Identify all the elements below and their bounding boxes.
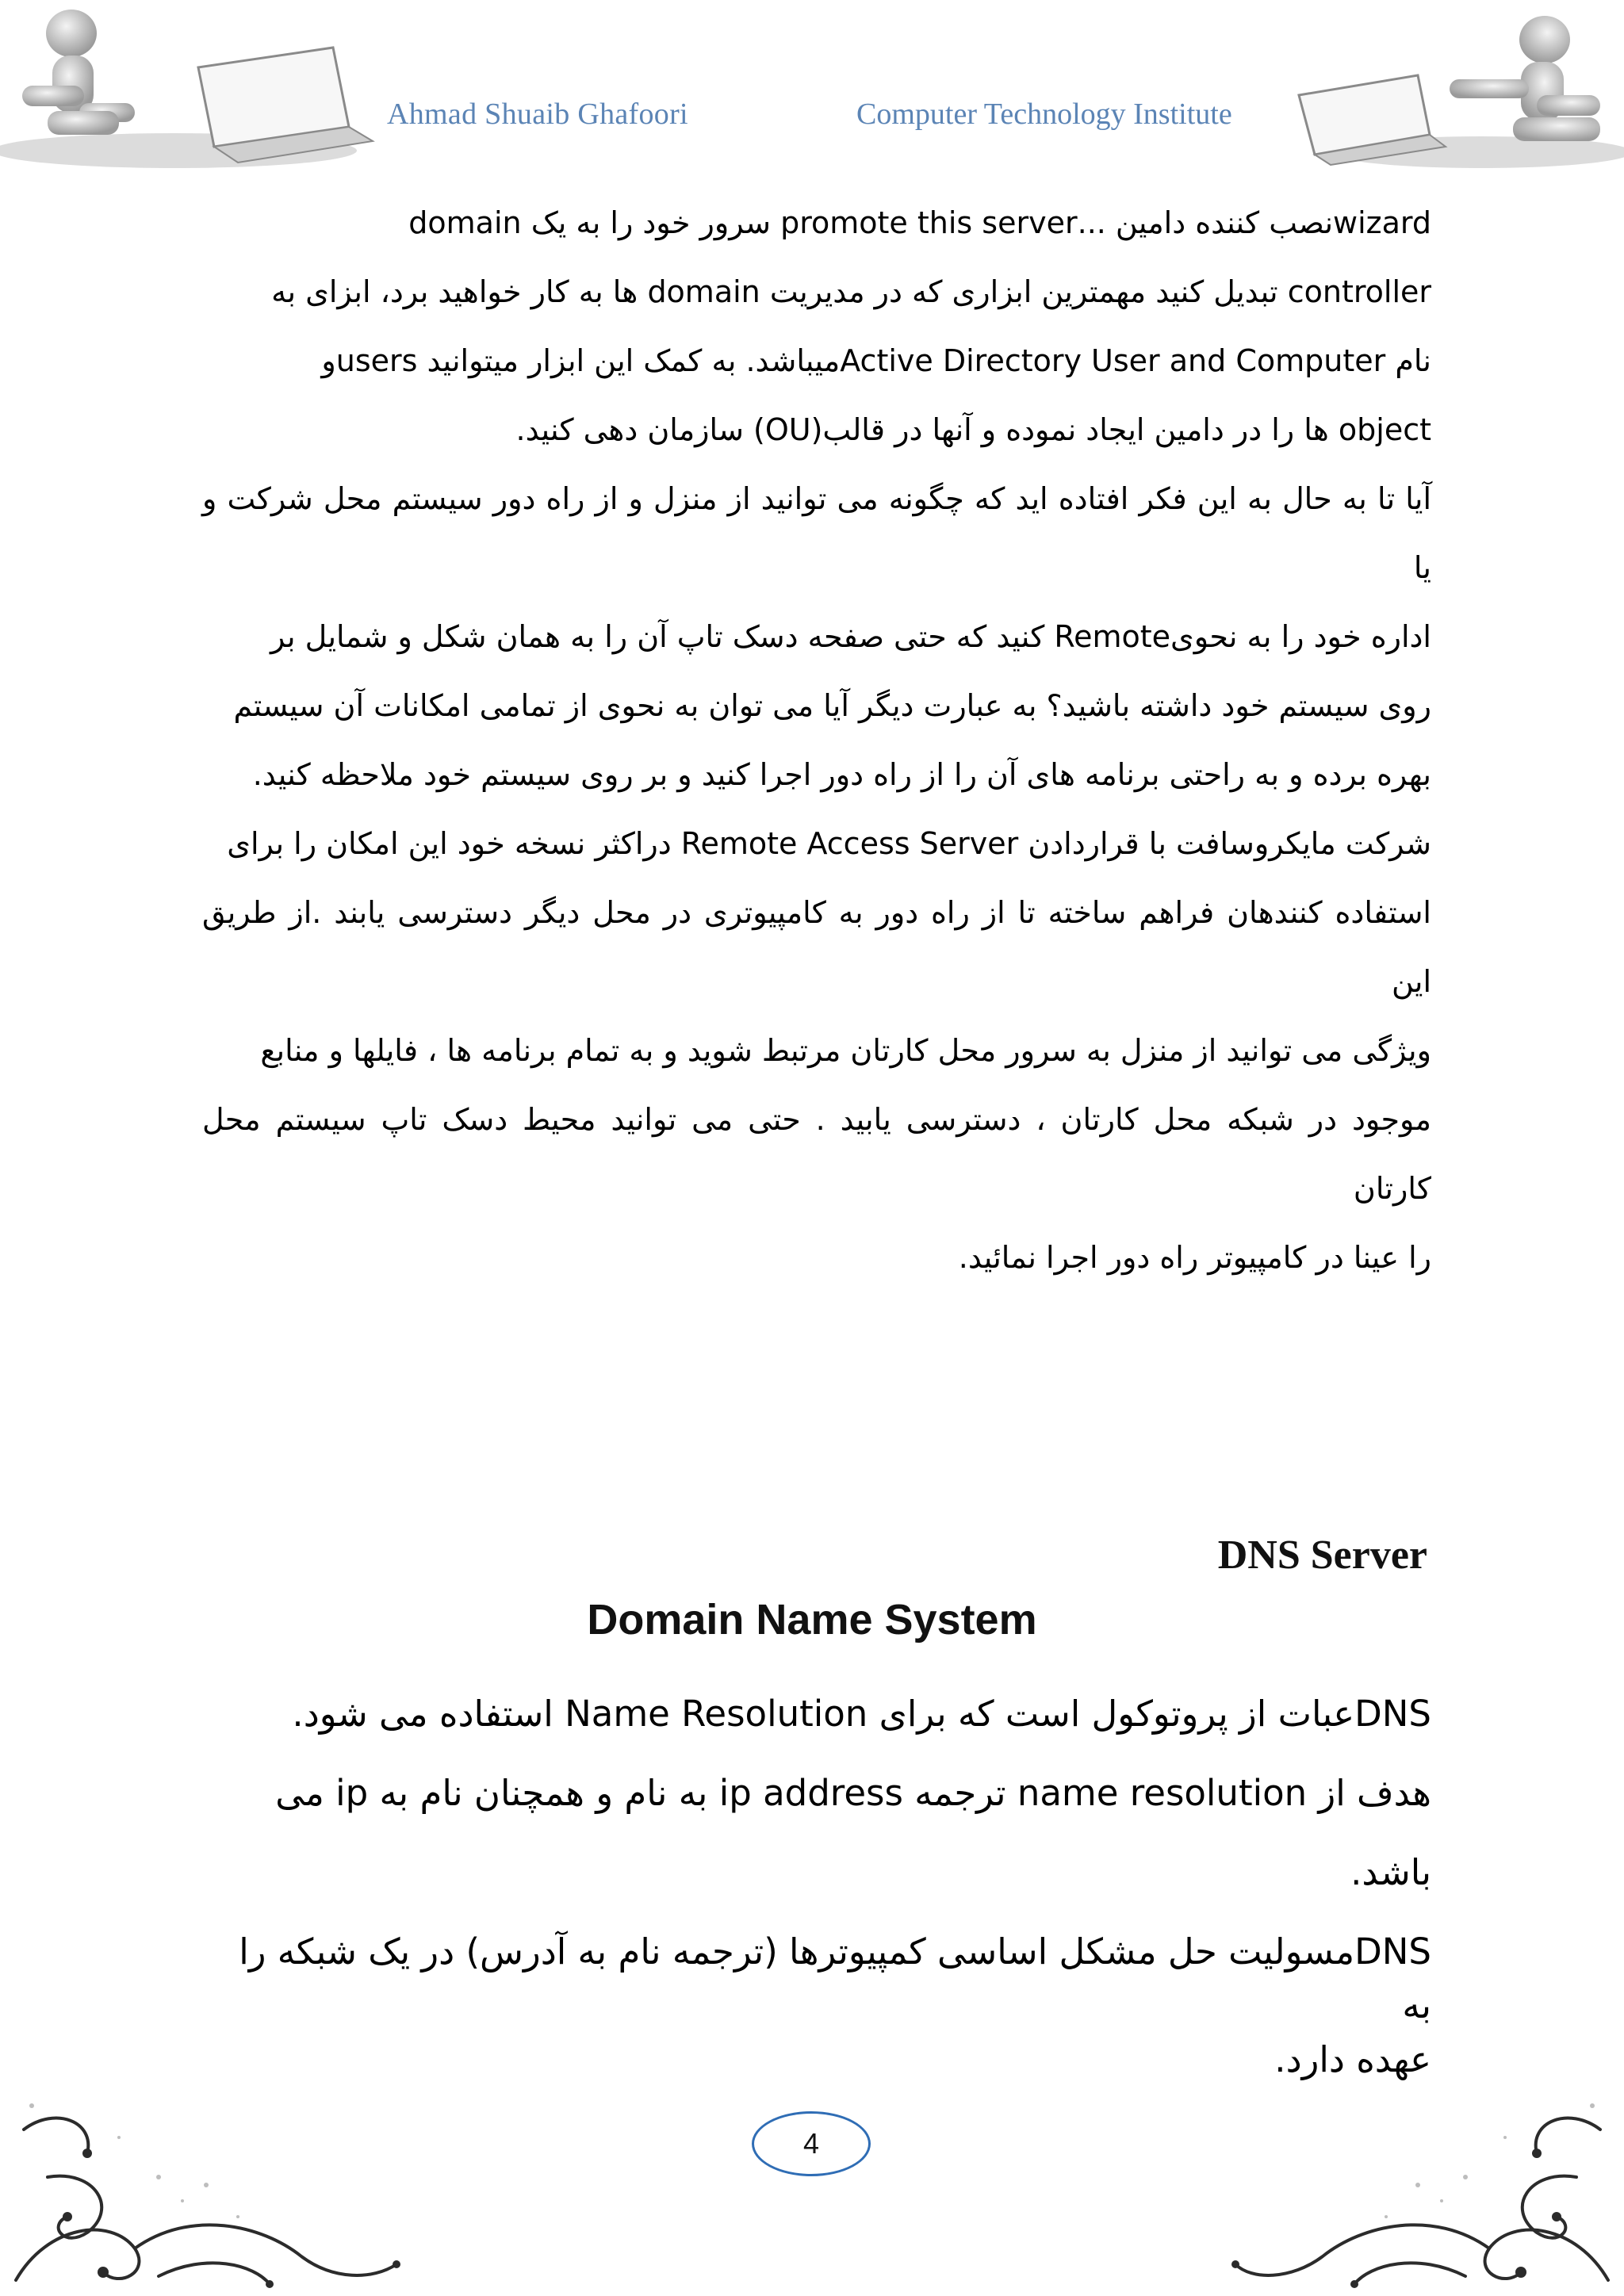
- body-line: موجود در شبکه محل کارتان ، دسترسی یابید . حتی می توانید محیط دسک تاپ سیستم محل کارتان: [202, 1102, 1431, 1206]
- body-line: آیا تا به حال به این فکر افتاده اید که چگونه می توانید از منزل و از راه دور سیستم محل شرکت و یا: [202, 481, 1431, 585]
- body-line: استفاده کنندهان فراهم ساخته تا از راه دور به کامپیوتری در محل دیگر دسترسی یابند .از طریق این: [202, 895, 1431, 999]
- body-line: اداره خود را به نحویRemote کنید که حتی صفحه دسک تاپ آن را به همان شکل و شمایل بر: [270, 619, 1431, 654]
- body-line: شرکت مایکروسافت با قراردادن Remote Access Server دراکثر نسخه خود این امکان را برای: [227, 826, 1431, 861]
- page-number-text: 4: [802, 2127, 820, 2160]
- robot-with-laptop-right-icon: [1283, 0, 1624, 170]
- floral-swirl-ornament-icon: [0, 2082, 412, 2296]
- dns-line: عهده دارد.: [1274, 2038, 1431, 2080]
- page-number: [752, 2111, 871, 2176]
- body-paragraph: [202, 189, 1431, 1292]
- dns-section-subtitle: Domain Name System: [587, 1596, 1037, 1644]
- body-line: ویژگی می توانید از منزل به سرور محل کارتان مرتبط شوید و به تمام برنامه ها ، فایلها و منابع: [260, 1033, 1431, 1068]
- body-line: را عینا در کامپیوتر راه دور اجرا نمائید.: [958, 1240, 1431, 1275]
- body-line: wizardنصب کننده دامین ...promote this server سرور خود را به یک domain: [408, 205, 1431, 240]
- dns-line: DNSعبات از پروتوکول است که برای Name Resolution استفاده می شود.: [292, 1693, 1431, 1735]
- floral-swirl-ornament-icon: [1228, 2082, 1624, 2296]
- body-line: بهره برده و به راحتی برنامه های آن را از راه دور اجرا کنید و بر روی سیستم خود ملاحظه کنید.: [252, 757, 1431, 792]
- body-line: روی سیستم خود داشته باشید؟ به عبارت دیگر آیا می توان به نحوی از تمامی امکانات آن سیستم: [233, 688, 1431, 723]
- dns-line: DNSمسولیت حل مشکل اساسی کمپیوترها (ترجمه نام به آدرس) در یک شبکه را به: [239, 1931, 1431, 2026]
- body-line: object ها را در دامین ایجاد نموده و آنها در قالب(OU) سازمان دهی کنید.: [515, 412, 1431, 447]
- body-line: controller تبدیل کنید مهمترین ابزاری که در مدیریت domain ها به کار خواهید برد، ابزای به: [271, 274, 1431, 309]
- author-name: Ahmad Shuaib Ghafoori: [387, 98, 688, 131]
- dns-line: هدف از name resolution ترجمه ip address به نام و همچنان نام به ip می باشد.: [275, 1772, 1431, 1893]
- dns-paragraph: [222, 1674, 1431, 2087]
- institute-name: Computer Technology Institute: [856, 98, 1232, 131]
- dns-section-title: DNS Server: [1217, 1533, 1427, 1578]
- robot-with-laptop-left-icon: [0, 0, 381, 170]
- body-line: نام Active Directory User and Computerمیباشد. به کمک این ابزار میتوانید usersو: [321, 343, 1431, 378]
